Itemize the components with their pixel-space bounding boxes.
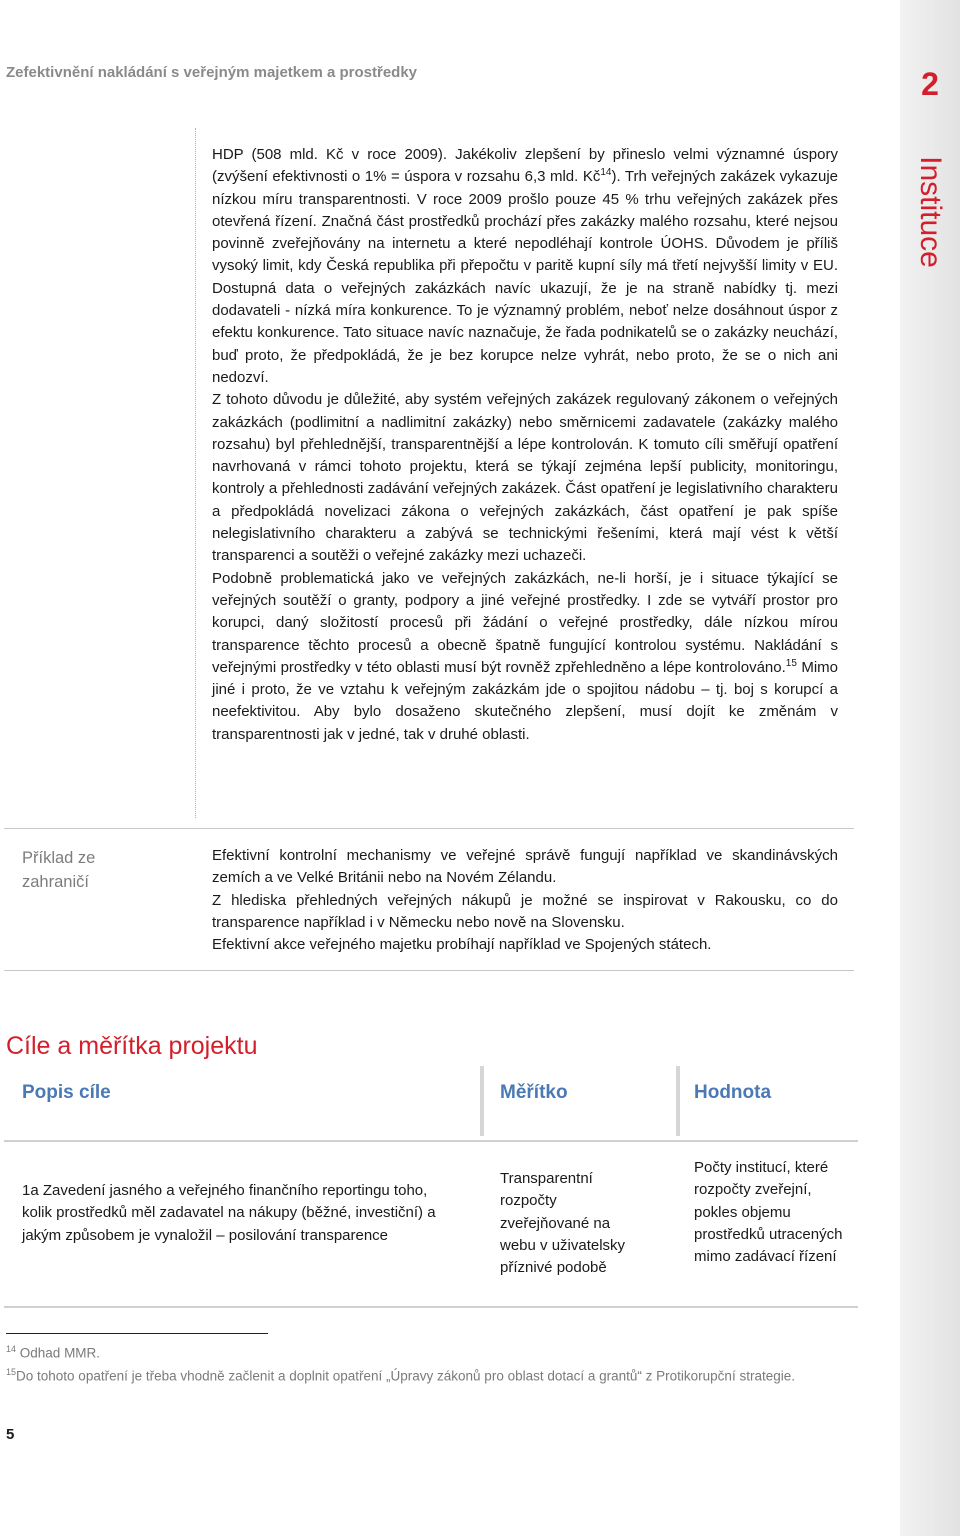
footnote: [6, 1363, 866, 1386]
body-paragraph: [212, 144, 838, 389]
example-line: Efektivní akce veřejného majetku probíhají například ve Spojených státech.: [212, 936, 712, 954]
main-body-text: [212, 144, 838, 746]
footnote-ref[interactable]: 15: [785, 657, 797, 669]
example-line: Efektivní kontrolní mechanismy ve veřejné správě fungují například ve skandinávských zemích a ve Velké Británii nebo na Novém Zélandu.: [212, 847, 838, 887]
table-cell-goal: 1a Zavedení jasného a veřejného finančního reportingu toho, kolik prostředků měl zadavatel na nákupy (běžné, investiční) a jakým způsobem je vynaložil – posilování transparence: [22, 1182, 436, 1244]
example-line: Z hlediska přehledných veřejných nákupů je možné se inspirovat v Rakousku, co do transparence například i v Německu nebo nově na Slovensku.: [212, 891, 838, 931]
column-separator: [480, 1066, 484, 1136]
footnotes: [6, 1340, 866, 1385]
section-divider: [4, 970, 854, 971]
chapter-label-box: [884, 150, 960, 274]
footnote-rule: [6, 1333, 268, 1334]
column-header-goal: Popis cíle: [22, 1082, 111, 1103]
body-paragraph: Z tohoto důvodu je důležité, aby systém veřejných zakázek regulovaný zákonem o veřejných zakázkách (podlimitní a nadlimitní zakázky) nebo směrnicemi zadavatele (zakázky malého rozsahu) byl přehlednější, transparentnější a lépe kontrolován. K tomuto cíli směřují opatření navrhovaná v rámci tohoto projektu, která se týkají zejména lepší publicity, monitoringu, kontroly a přehlednosti zadávání veřejných zakázek. Část opatření je legislativního charakteru a předpokládá novelizaci zákona o veřejných zakázkách, část opatření je pak spíše nelegislativního charakteru a zabývá se technickými řešeními, která mají vést k větší transparenci a soutěži o veřejné zakázky mezi uchazeči.: [212, 391, 838, 565]
footnote-text: Do tohoto opatření je třeba vhodně začlenit a doplnit opatření „Úpravy zákonů pro oblast dotací a grantů“ z Protikorupční strategie.: [16, 1368, 795, 1383]
footnote-number: 14: [6, 1344, 17, 1354]
body-paragraph: [212, 568, 838, 746]
table-cell-measure: Transparentní rozpočty zveřejňované na webu v uživatelsky příznivé podobě: [500, 1170, 626, 1277]
body-text-span: Podobně problematická jako ve veřejných zakázkách, ne-li horší, je i situace týkající se veřejných soutěží o granty, podpory a jiné veřejné prostředky. I zde se vytváří prostor pro korupci, daný složitostí procesů při žádání o veřejné prostředky, dále nízkou mírou transparence těchto procesů a obecně špatně fungující kontrolou systému. Nakládání s veřejnými prostředky v této oblasti musí být rovněž zpřehledněno a lépe kontrolováno.: [212, 569, 838, 676]
column-header-value: Hodnota: [694, 1082, 772, 1103]
example-box-label: Příklad ze zahraničí: [22, 849, 96, 891]
section-divider: [4, 828, 854, 829]
column-separator: [676, 1066, 680, 1136]
table-cell-value: Počty institucí, které rozpočty zveřejní, pokles objemu prostředků utracených mimo zadávací řízení: [694, 1159, 843, 1266]
table-header-rule: [4, 1140, 858, 1142]
table-bottom-rule: [4, 1306, 858, 1308]
body-text-span: HDP (508 mld. Kč v roce 2009). Jakékoliv zlepšení by přineslo velmi významné úspory (zvýšení efektivnosti o 1% = úspora v rozsahu 6,3 mld. Kč: [212, 146, 838, 186]
footnote: [6, 1340, 866, 1363]
page-number: 5: [6, 1426, 15, 1443]
chapter-label: Instituce: [914, 156, 947, 268]
document-header-title: Zefektivnění nakládání s veřejným majetkem a prostředky: [6, 64, 418, 81]
example-box-text: [212, 845, 838, 956]
section-heading: Cíle a měřítka projektu: [6, 1032, 258, 1060]
body-text-span: ). Trh veřejných zakázek vykazuje nízkou míru transparentnosti. V roce 2009 prošlo pouze 45 % trhu veřejných zakázek přes otevřená řízení. Značná část prostředků prochází přes zakázky malého rozsahu, které nejsou povinně zveřejňovány na internetu a které nepodléhají kontrole ÚOHS. Důvodem je příliš vysoký limit, kdy Česká republika při přepočtu v paritě kupní síly má třetí nejvyšší limity v EU. Dostupná data o veřejných zakázkách navíc ukazují, že je na straně nabídky tj. mezi dodavateli - nízká míra konkurence. To je významný problém, neboť nelze dosáhnout úspor z efektu konkurence. Tato situace navíc naznačuje, že řada podnikatelů se o zakázky neuchází, buď proto, že předpokládá, že je bez korupce nelze vyhrát, nebo proto, že se o nich ani nedozví.: [212, 168, 839, 386]
margin-divider: [195, 128, 196, 818]
chapter-number: 2: [921, 66, 939, 102]
footnote-ref[interactable]: 14: [600, 167, 612, 179]
body-text-span: Mimo jiné i proto, že ve vztahu k veřejným zakázkám jde o spojitou nádobu – tj. boj s korupcí a neefektivitou. Aby bylo dosaženo skutečného zlepšení, musí dojít ke změnám v transparentnosti jak v jedné, tak v druhé oblasti.: [212, 658, 838, 743]
footnote-text: Odhad MMR.: [19, 1345, 101, 1361]
column-header-measure: Měřítko: [500, 1082, 568, 1103]
footnote-number: 15: [6, 1366, 17, 1377]
